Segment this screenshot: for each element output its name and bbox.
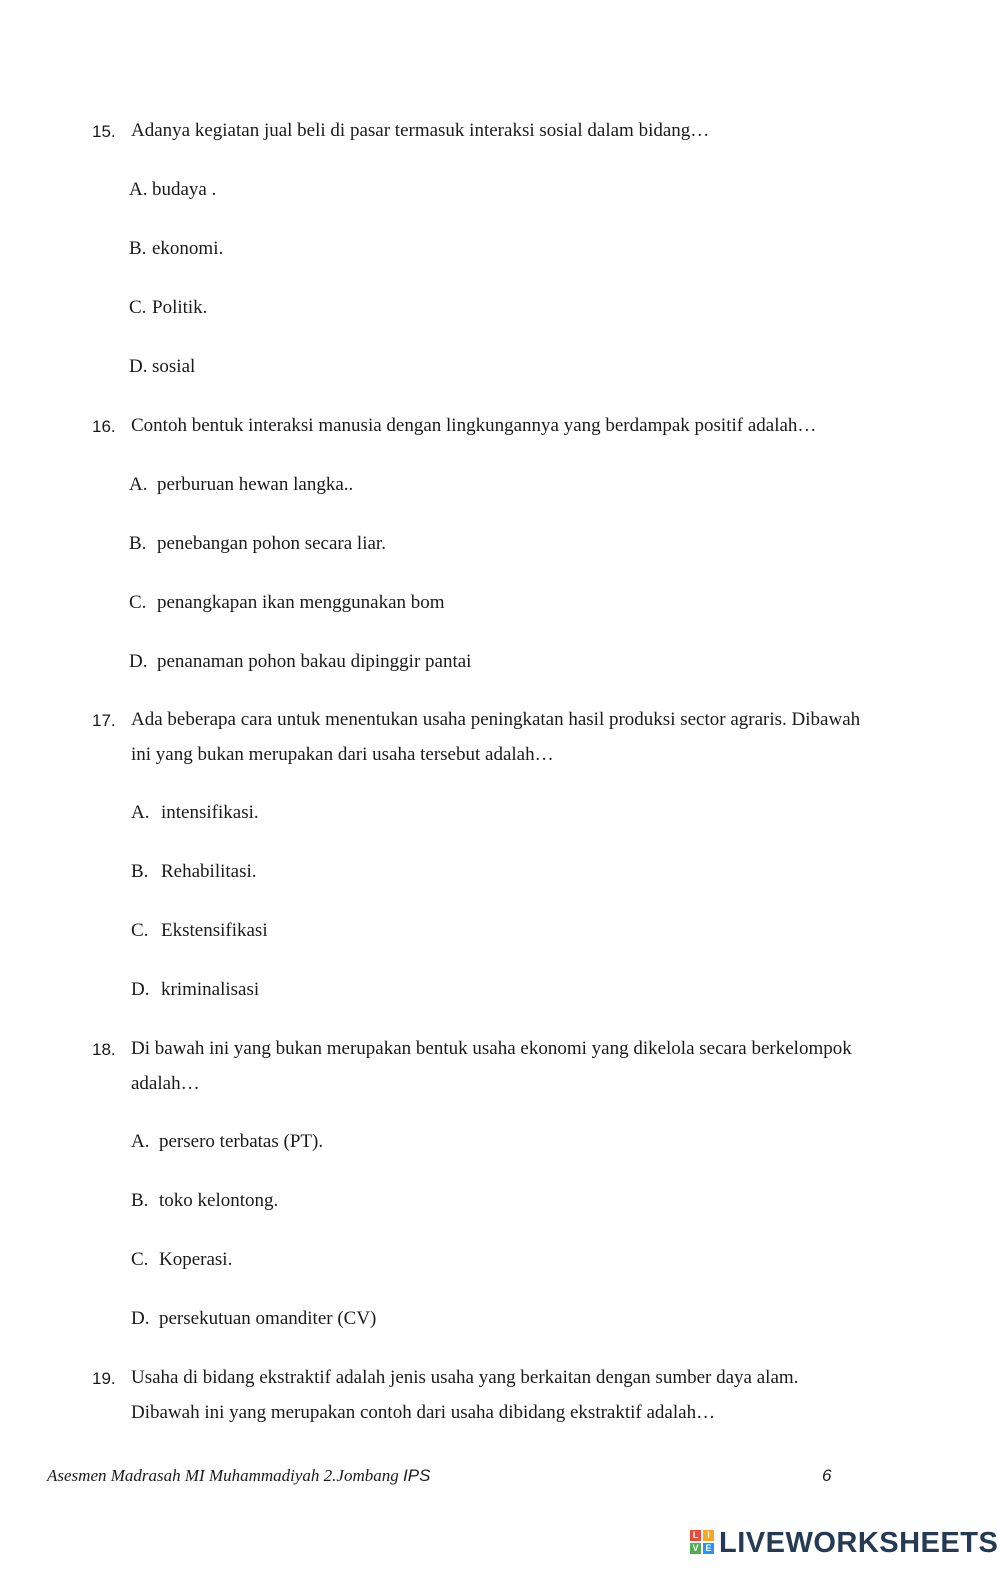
option-a[interactable]: A. intensifikasi.: [131, 802, 259, 823]
question-text: Adanya kegiatan jual beli di pasar termasuk interaksi sosial dalam bidang…: [131, 120, 710, 141]
option-d[interactable]: D. sosial: [129, 356, 196, 377]
option-a[interactable]: A. budaya .: [129, 179, 217, 200]
option-c[interactable]: C. Politik.: [129, 297, 208, 318]
footer-school-name: Asesmen Madrasah MI Muhammadiyah 2.Jombang: [47, 1466, 399, 1485]
logo-tile-e: E: [703, 1543, 714, 1554]
footer-school: [47, 1466, 430, 1486]
question-text: Contoh bentuk interaksi manusia dengan lingkungannya yang berdampak positif adalah…: [131, 415, 817, 436]
option-d[interactable]: D. kriminalisasi: [131, 979, 260, 1000]
question-text-line-2: adalah…: [131, 1073, 200, 1094]
option-d[interactable]: D. persekutuan omanditer (CV): [131, 1308, 377, 1329]
option-c[interactable]: C. Ekstensifikasi: [131, 920, 268, 941]
logo-tile-i: I: [703, 1530, 714, 1541]
question-number: 18.: [92, 1040, 116, 1059]
logo-tile-l: L: [690, 1530, 701, 1541]
liveworksheets-wordmark: LIVEWORKSHEETS: [719, 1526, 999, 1559]
question-text-line-2: Dibawah ini yang merupakan contoh dari usaha dibidang ekstraktif adalah…: [131, 1402, 716, 1423]
liveworksheets-logo-icon: [690, 1530, 716, 1556]
question-text-line-2: ini yang bukan merupakan dari usaha tersebut adalah…: [131, 744, 554, 765]
question-text-line-1: Di bawah ini yang bukan merupakan bentuk usaha ekonomi yang dikelola secara berkelompok: [131, 1038, 852, 1059]
option-c[interactable]: C. Koperasi.: [131, 1249, 233, 1270]
logo-tile-v: V: [690, 1543, 701, 1554]
option-a[interactable]: A. persero terbatas (PT).: [131, 1131, 324, 1152]
liveworksheets-brand[interactable]: [690, 1527, 998, 1559]
question-text-line-1: Ada beberapa cara untuk menentukan usaha peningkatan hasil produksi sector agraris. Dibawah: [131, 709, 861, 730]
question-text-line-1: Usaha di bidang ekstraktif adalah jenis usaha yang berkaitan dengan sumber daya alam.: [131, 1367, 799, 1388]
option-b[interactable]: B. toko kelontong.: [131, 1190, 279, 1211]
option-c[interactable]: C. penangkapan ikan menggunakan bom: [129, 592, 445, 613]
footer-subject: IPS: [403, 1466, 431, 1485]
option-b[interactable]: B. ekonomi.: [129, 238, 224, 259]
option-d[interactable]: D. penanaman pohon bakau dipinggir pantai: [129, 651, 472, 672]
option-b[interactable]: B. Rehabilitasi.: [131, 861, 257, 882]
question-number: 16.: [92, 417, 116, 436]
question-number: 15.: [92, 122, 116, 141]
page-number: 6: [822, 1466, 832, 1485]
option-b[interactable]: B. penebangan pohon secara liar.: [129, 533, 386, 554]
question-number: 17.: [92, 711, 116, 730]
question-number: 19.: [92, 1369, 116, 1388]
option-a[interactable]: A. perburuan hewan langka..: [129, 474, 354, 495]
